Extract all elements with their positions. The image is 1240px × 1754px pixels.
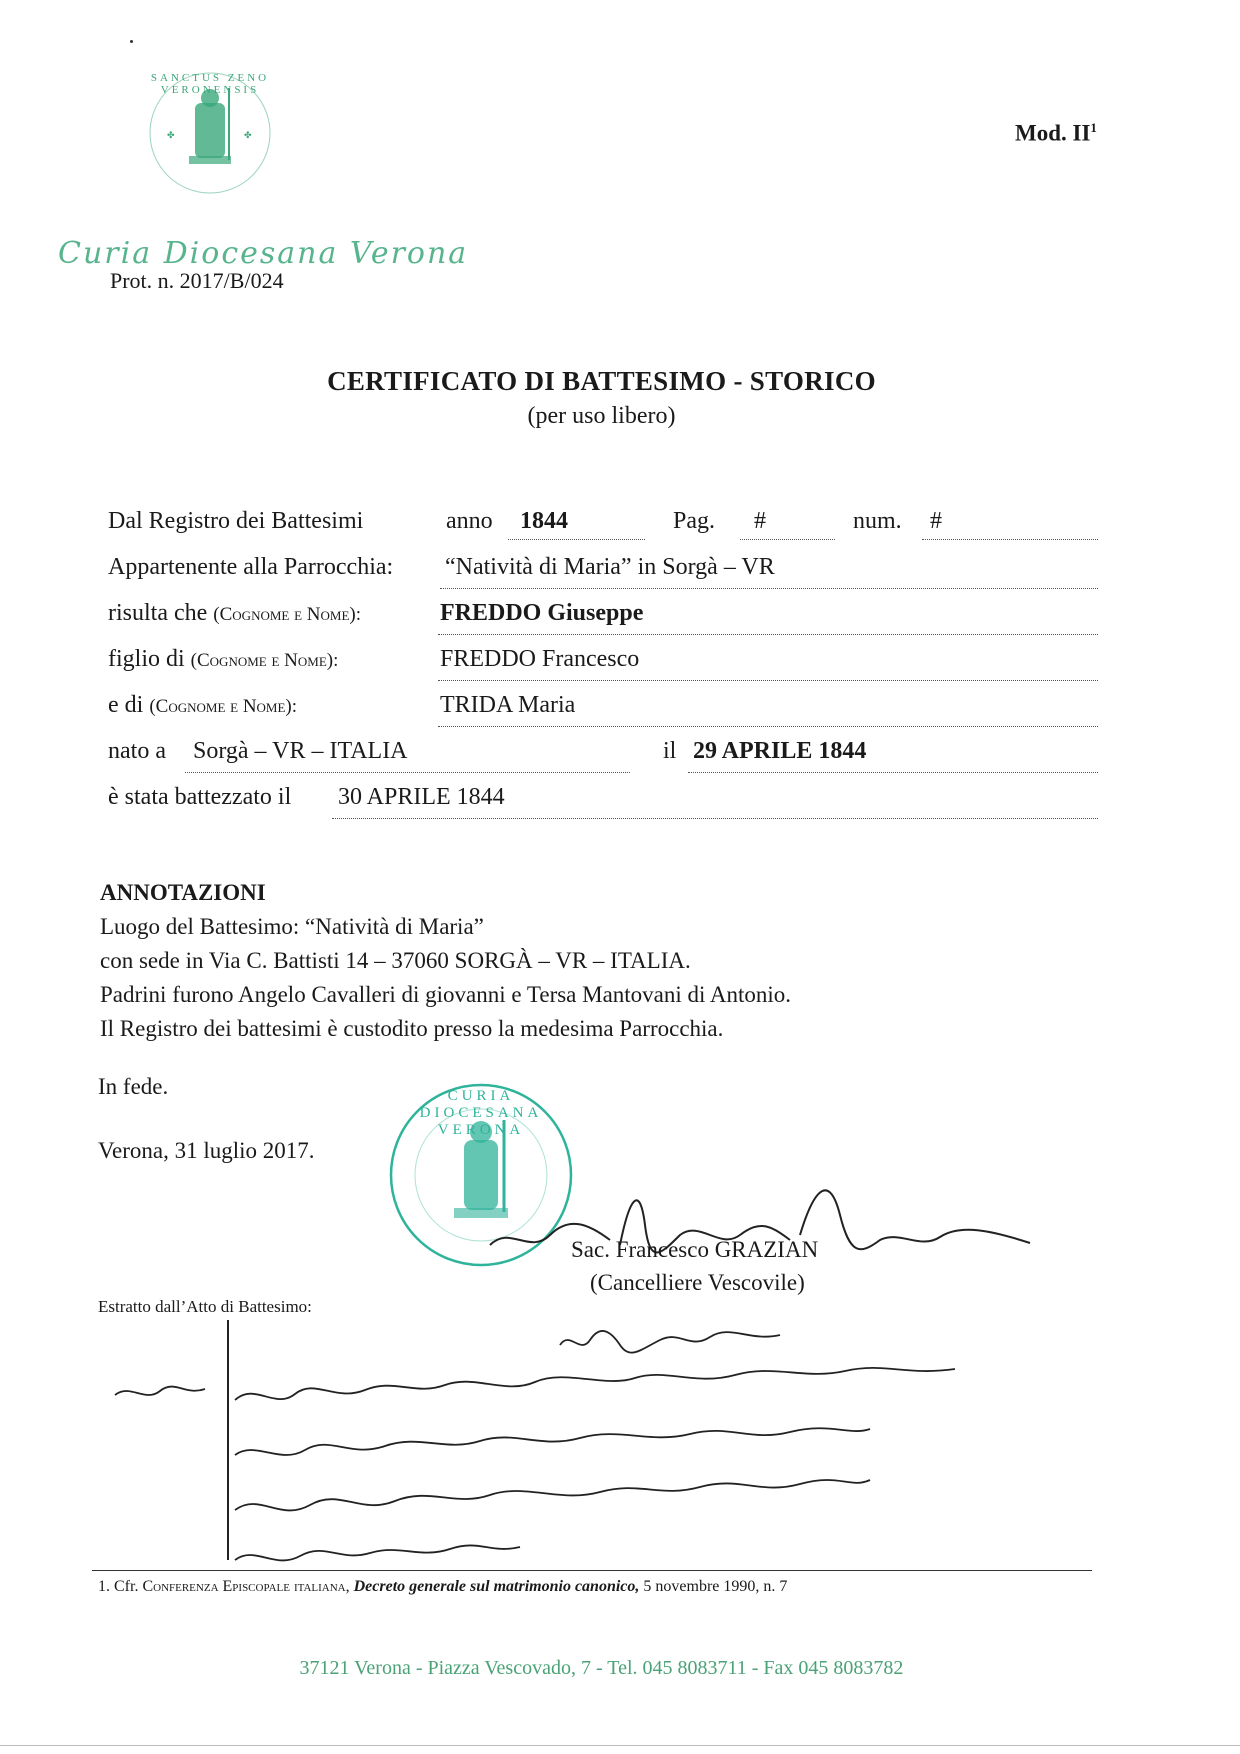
cognome-nome-hint: (Cognome e Nome):: [213, 604, 362, 625]
signer-role: (Cancelliere Vescovile): [590, 1270, 805, 1295]
model-footnote-ref: 1: [1090, 120, 1097, 135]
page-bottom-edge: [0, 1745, 1240, 1746]
cognome-nome-hint: (Cognome e Nome):: [149, 696, 298, 717]
pag-value: #: [754, 508, 766, 534]
anno-line: [508, 538, 645, 540]
num-line: [922, 538, 1098, 540]
il-value: 29 APRILE 1844: [693, 738, 867, 764]
parrocchia-value: “Natività di Maria” in Sorgà – VR: [445, 554, 775, 580]
svg-text:✤: ✤: [244, 131, 252, 141]
il-line: [688, 771, 1098, 773]
parrocchia-label: Appartenente alla Parrocchia:: [108, 554, 394, 580]
stamp-text: CURIA DIOCESANA VERONA: [419, 1088, 543, 1138]
anno-value: 1844: [520, 508, 568, 534]
figlio-row: [0, 646, 1240, 686]
footnote-suffix: 5 novembre 1990, n. 7: [639, 1578, 788, 1595]
parrocchia-line: [440, 587, 1098, 589]
estratto-label: Estratto dall’Atto di Battesimo:: [98, 1297, 312, 1316]
in-fede-text: In fede.: [98, 1074, 169, 1099]
pag-label: Pag.: [673, 508, 715, 534]
nato-line: [185, 771, 630, 773]
edi-line: [438, 725, 1098, 727]
figlio-value: FREDDO Francesco: [440, 646, 640, 672]
model-label: Mod. II: [1015, 120, 1091, 146]
handwritten-baptism-excerpt: [110, 1315, 1100, 1565]
num-label: num.: [853, 508, 902, 534]
signer-name: Sac. Francesco GRAZIAN: [571, 1237, 819, 1262]
seal-text: SANCTUS ZENO VERONENSIS: [150, 72, 270, 96]
ink-speck: [130, 40, 133, 43]
footnote-divider: [92, 1570, 1092, 1571]
pag-line: [740, 538, 835, 540]
anno-label: anno: [446, 508, 493, 534]
nato-row: [0, 738, 1240, 778]
risulta-row: [0, 600, 1240, 640]
annotazioni-line: Padrini furono Angelo Cavalleri di giovanni e Tersa Mantovani di Antonio.: [100, 982, 792, 1007]
cognome-nome-hint: (Cognome e Nome):: [190, 650, 339, 671]
battezzato-line: [332, 817, 1098, 819]
annotazioni-line: Luogo del Battesimo: “Natività di Maria”: [100, 914, 484, 939]
certificate-subtitle: (per uso libero): [527, 403, 676, 429]
edi-row: [0, 692, 1240, 732]
figlio-line: [438, 679, 1098, 681]
figlio-label: figlio di: [108, 646, 185, 672]
registro-row: [0, 508, 1240, 548]
model-number: [1015, 120, 1097, 147]
certificate-title: CERTIFICATO DI BATTESIMO - STORICO: [327, 366, 876, 396]
protocol-number: Prot. n. 2017/B/024: [110, 268, 284, 293]
num-value: #: [930, 508, 942, 534]
place-date: Verona, 31 luglio 2017.: [98, 1138, 315, 1163]
nato-label: nato a: [108, 738, 166, 764]
svg-text:✤: ✤: [167, 131, 175, 141]
nato-value: Sorgà – VR – ITALIA: [193, 738, 408, 764]
annotazioni-line: Il Registro dei battesimi è custodito presso la medesima Parrocchia.: [100, 1016, 724, 1041]
footnote-prefix: 1. Cfr.: [98, 1578, 143, 1595]
risulta-line: [438, 633, 1098, 635]
risulta-value: FREDDO Giuseppe: [440, 600, 644, 626]
registro-label: Dal Registro dei Battesimi: [108, 508, 364, 534]
footer-address: 37121 Verona - Piazza Vescovado, 7 - Tel. 045 8083711 - Fax 045 8083782: [299, 1657, 904, 1679]
curia-script-heading: Curia Diocesana Verona: [58, 236, 469, 271]
footnote-org: Conferenza Episcopale italiana,: [142, 1578, 350, 1595]
risulta-label: risulta che: [108, 600, 208, 626]
battezzato-label: è stata battezzato il: [108, 784, 292, 810]
battezzato-row: [0, 784, 1240, 824]
footnote-decree: Decreto generale sul matrimonio canonico,: [349, 1578, 640, 1595]
handwritten-signature: [470, 1165, 1050, 1285]
parrocchia-row: [0, 554, 1240, 594]
annotazioni-line: con sede in Via C. Battisti 14 – 37060 SORGÀ – VR – ITALIA.: [100, 948, 691, 973]
annotazioni-heading: ANNOTAZIONI: [100, 880, 266, 905]
il-label: il: [663, 738, 677, 764]
edi-label: e di: [108, 692, 144, 718]
footnote: [98, 1578, 787, 1596]
battezzato-value: 30 APRILE 1844: [338, 784, 505, 810]
edi-value: TRIDA Maria: [440, 692, 576, 718]
